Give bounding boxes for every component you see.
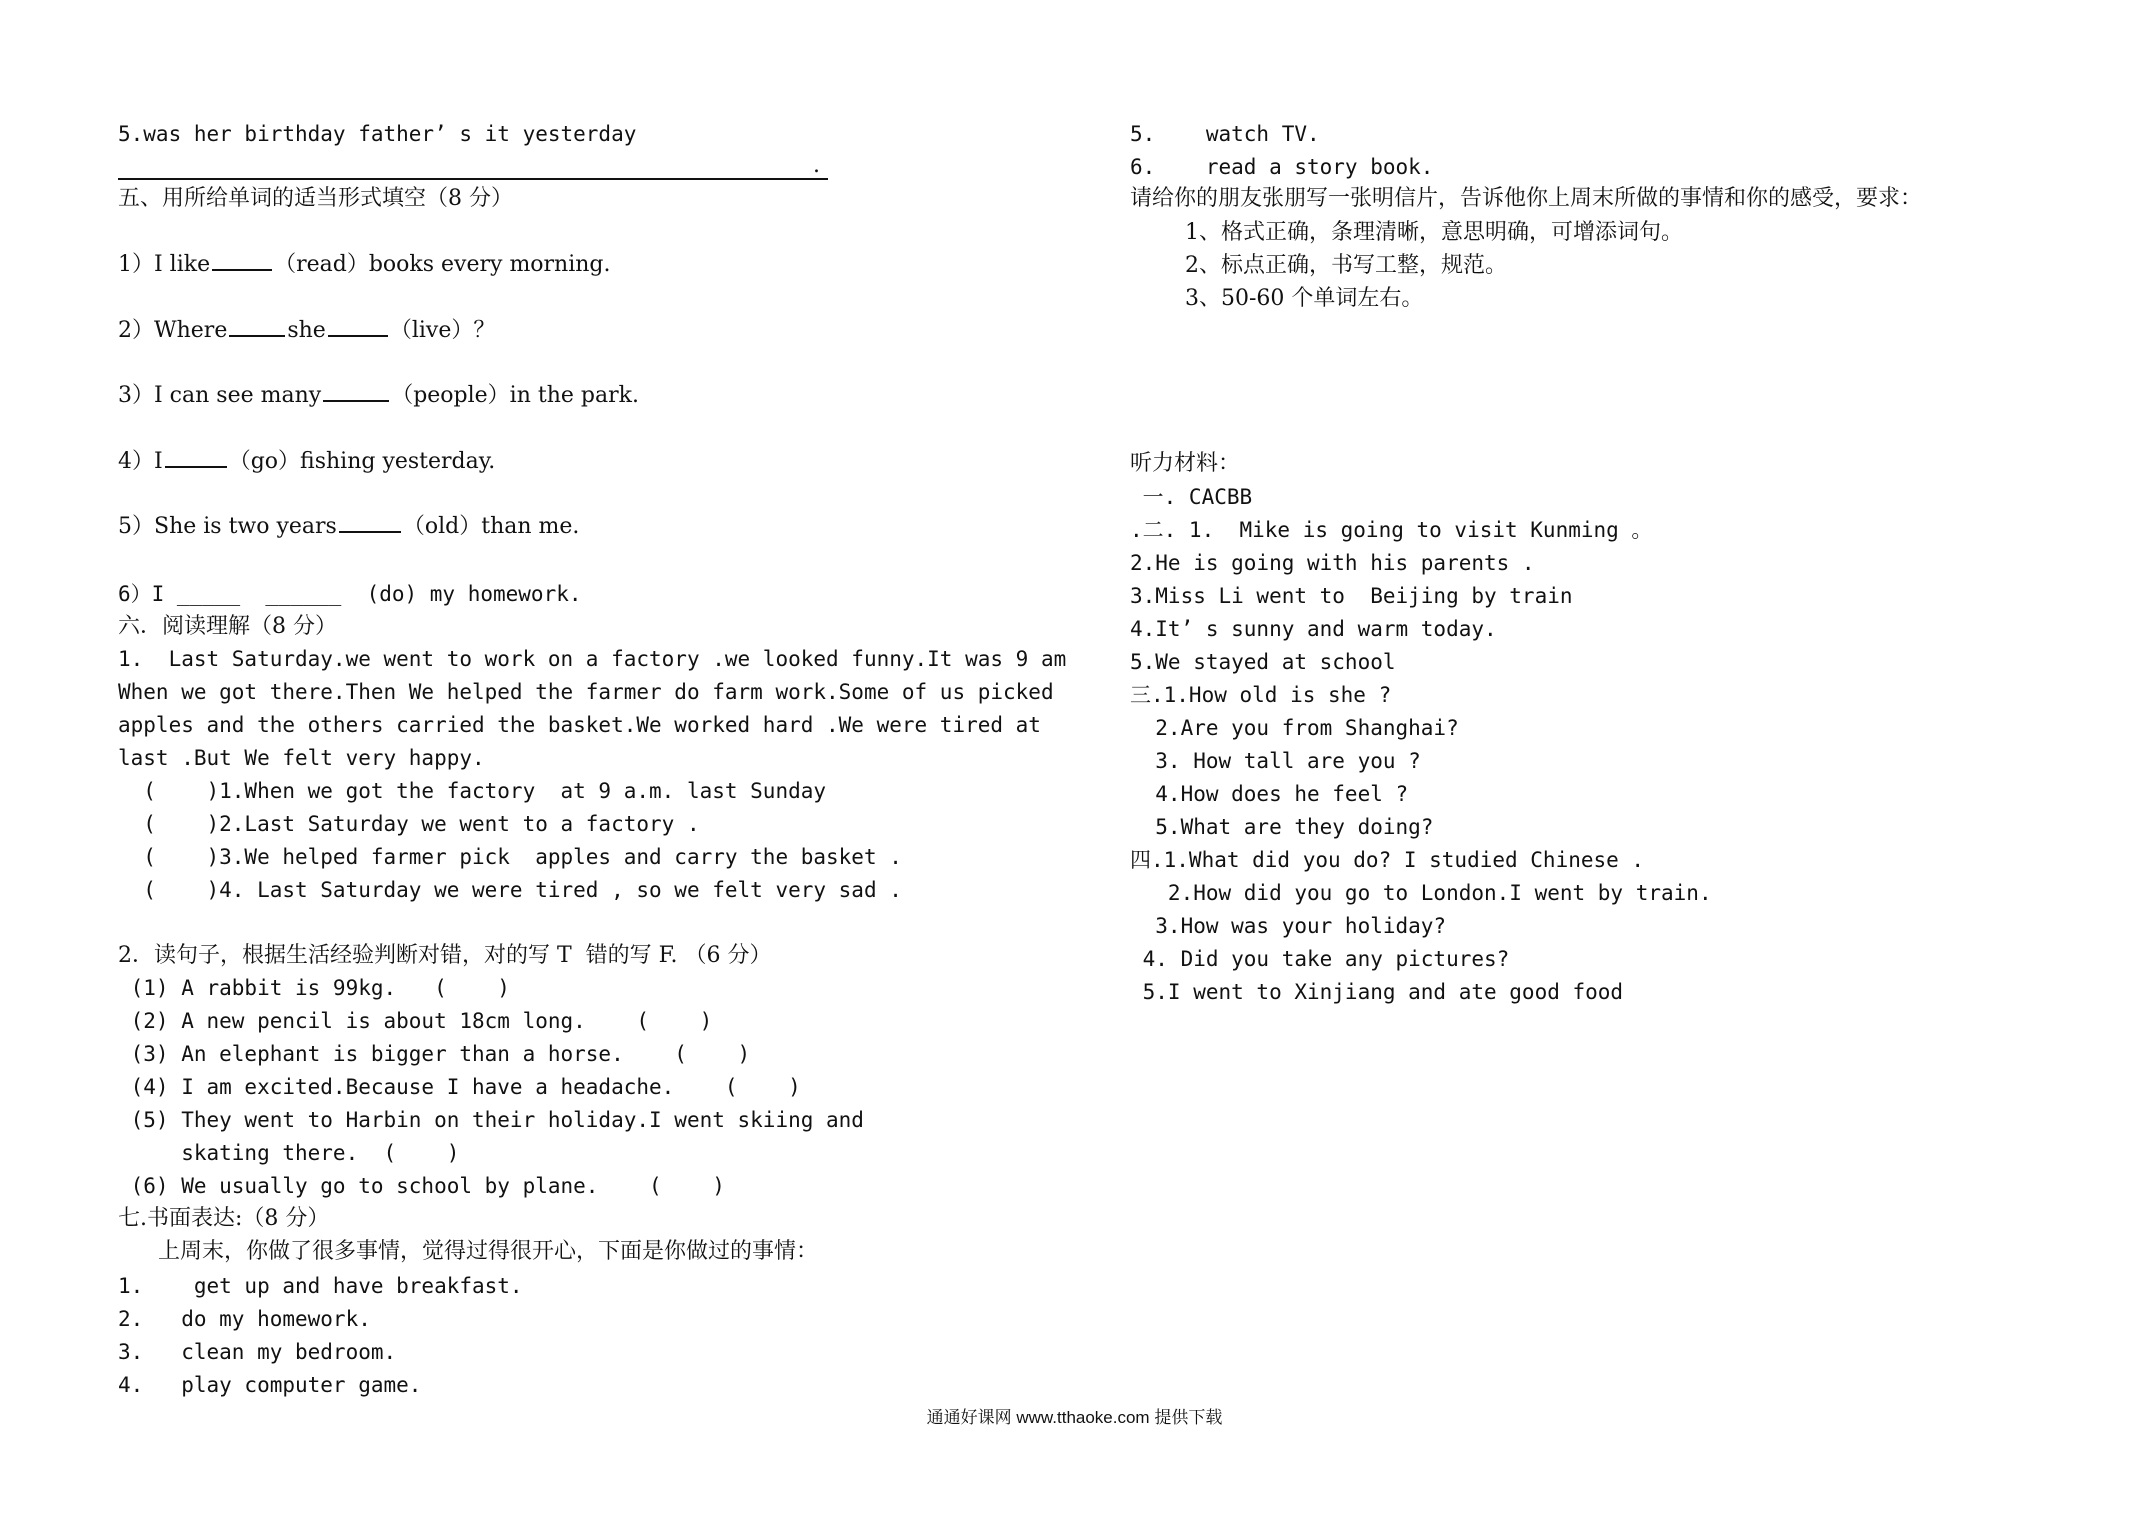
listening-line-1: 一. CACBB bbox=[1130, 485, 1253, 509]
listening-line-4: 3.Miss Li went to Beijing by train bbox=[1130, 584, 1573, 608]
tf2-item-3: (3) An elephant is bigger than a horse. ( ) bbox=[118, 1042, 751, 1066]
listening-line-12: 四.1.What did you do? I studied Chinese . bbox=[1130, 848, 1645, 872]
section7-title: 七.书面表达:（8 分） bbox=[118, 1206, 330, 1231]
passage-line-3: apples and the others carried the basket.We worked hard .We were tired at bbox=[118, 713, 1041, 737]
tf2-item-5-cont: skating there. ( ) bbox=[118, 1141, 460, 1165]
fill-item-3: 3）I can see many （people）in the park. bbox=[118, 383, 639, 408]
page-footer: 通通好课网 www.tthaoke.com 提供下载 bbox=[926, 1408, 1223, 1427]
writing-prompt: 请给你的朋友张朋写一张明信片，告诉他你上周末所做的事情和你的感受，要求： bbox=[1130, 186, 1923, 211]
fill-item-4: 4）I （go）fishing yesterday. bbox=[118, 449, 496, 474]
listening-line-10: 4.How does he feel ? bbox=[1130, 782, 1409, 806]
requirement-2: 2、标点正确，书写工整，规范。 bbox=[1185, 253, 1507, 278]
listening-line-7: 三.1.How old is she ? bbox=[1130, 683, 1392, 707]
q5-period: . bbox=[813, 153, 820, 178]
section7-item-2: 2. do my homework. bbox=[118, 1307, 371, 1331]
listening-line-14: 3.How was your holiday? bbox=[1130, 914, 1447, 938]
listening-line-11: 5.What are they doing? bbox=[1130, 815, 1434, 839]
tf1-item-1: ( )1.When we got the factory at 9 a.m. last Sunday bbox=[118, 779, 827, 803]
tf2-item-5: (5) They went to Harbin on their holiday.I went skiing and bbox=[118, 1108, 864, 1132]
passage-line-1: 1. Last Saturday.we went to work on a factory .we looked funny.It was 9 am bbox=[118, 647, 1067, 671]
tf2-item-1: (1) A rabbit is 99kg. ( ) bbox=[118, 976, 510, 1000]
listening-line-16: 5.I went to Xinjiang and ate good food bbox=[1130, 980, 1624, 1004]
q5-scrambled-words: 5.was her birthday father’ s it yesterday bbox=[118, 122, 637, 146]
requirement-1: 1、格式正确，条理清晰，意思明确，可增添词句。 bbox=[1185, 220, 1683, 245]
section7-item-1: 1. get up and have breakfast. bbox=[118, 1274, 523, 1298]
fill-item-5: 5）She is two years （old）than me. bbox=[118, 514, 580, 539]
listening-line-2: .二. 1. Mike is going to visit Kunming 。 bbox=[1130, 518, 1653, 542]
tf2-item-6: (6) We usually go to school by plane. ( ) bbox=[118, 1174, 725, 1198]
tf2-title: 2．读句子，根据生活经验判断对错，对的写 T 错的写 F. （6 分） bbox=[118, 943, 772, 968]
listening-line-6: 5.We stayed at school bbox=[1130, 650, 1396, 674]
listening-line-9: 3. How tall are you ? bbox=[1130, 749, 1421, 773]
tf1-item-3: ( )3.We helped farmer pick apples and carry the basket . bbox=[118, 845, 902, 869]
q5-answer-line bbox=[118, 178, 828, 180]
fill-item-2: 2）Where she （live）？ bbox=[118, 318, 496, 343]
passage-line-2: When we got there.Then We helped the farmer do farm work.Some of us picked bbox=[118, 680, 1054, 704]
section7-item-3: 3. clean my bedroom. bbox=[118, 1340, 397, 1364]
section7-item-4: 4. play computer game. bbox=[118, 1373, 422, 1397]
listening-line-13: 2.How did you go to London.I went by train. bbox=[1130, 881, 1712, 905]
passage-line-4: last .But We felt very happy. bbox=[118, 746, 485, 770]
listening-line-8: 2.Are you from Shanghai? bbox=[1130, 716, 1459, 740]
writing-item-6: 6. read a story book. bbox=[1130, 155, 1434, 179]
listening-line-3: 2.He is going with his parents . bbox=[1130, 551, 1535, 575]
tf2-item-4: (4) I am excited.Because I have a headache. ( ) bbox=[118, 1075, 801, 1099]
listening-line-5: 4.It’ s sunny and warm today. bbox=[1130, 617, 1497, 641]
section6-title: 六．阅读理解（8 分） bbox=[118, 614, 337, 639]
listening-line-15: 4. Did you take any pictures? bbox=[1130, 947, 1510, 971]
section7-intro: 上周末，你做了很多事情，觉得过得很开心，下面是你做过的事情： bbox=[158, 1239, 819, 1264]
writing-item-5: 5. watch TV. bbox=[1130, 122, 1320, 146]
tf1-item-2: ( )2.Last Saturday we went to a factory . bbox=[118, 812, 700, 836]
tf1-item-4: ( )4. Last Saturday we were tired , so we felt very sad . bbox=[118, 878, 902, 902]
requirement-3: 3、50-60 个单词左右。 bbox=[1185, 286, 1424, 311]
fill-item-1: 1）I like （read）books every morning. bbox=[118, 252, 611, 277]
tf2-item-2: (2) A new pencil is about 18cm long. ( ) bbox=[118, 1009, 713, 1033]
section5-title: 五、用所给单词的适当形式填空（8 分） bbox=[118, 186, 513, 211]
fill-item-6: 6）I _____ ______ (do) my homework. bbox=[118, 582, 582, 606]
listening-title: 听力材料： bbox=[1130, 451, 1241, 476]
